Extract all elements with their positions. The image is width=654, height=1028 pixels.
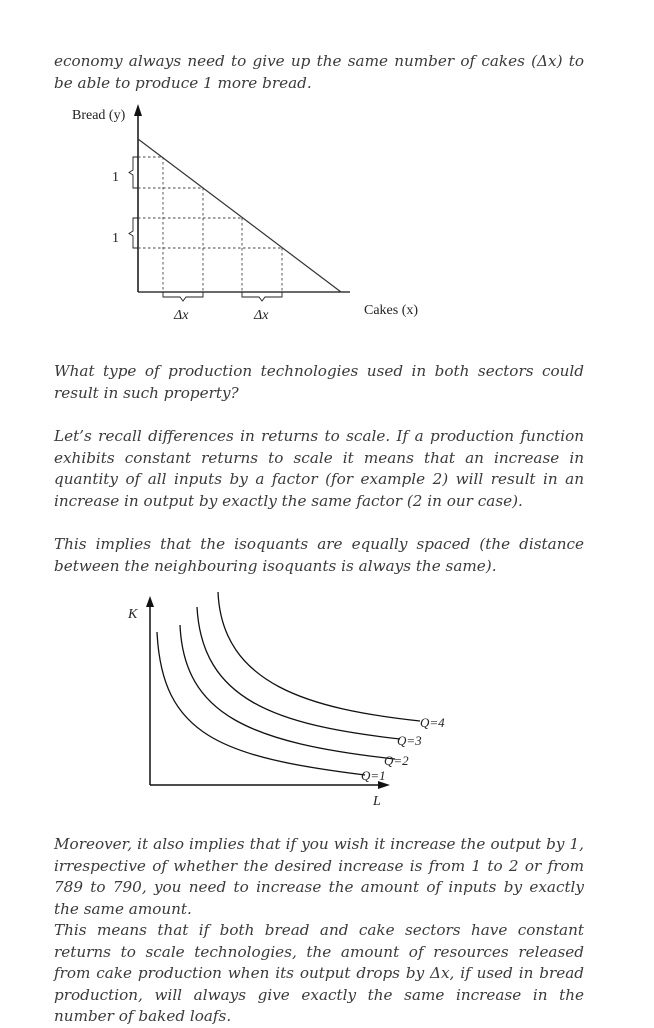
- isoquant-q1: [157, 632, 365, 775]
- bracket-upper: [129, 157, 138, 188]
- bracket-lower: [129, 218, 138, 248]
- paragraph-6: This means that if both bread and cake sectors have constant returns to scale technologies, the amount of resources released from cake production when its output drops by Δx, if used in bread production, will always give exactly the same increase in the number of baked loafs.: [54, 921, 584, 1025]
- paragraph-4: This implies that the isoquants are equally spaced (the distance between the neighbouring isoquants is always the same).: [54, 535, 584, 575]
- paragraph-2: What type of production technologies used in both sectors could result in such property?: [54, 362, 584, 402]
- delta-bracket-right: [242, 292, 282, 301]
- isoquant-label-q4: Q=4: [420, 715, 445, 730]
- paragraph-1: economy always need to give up the same number of cakes (Δx) to be able to produce 1 more bread.: [54, 52, 584, 92]
- k-axis-label: K: [128, 607, 138, 622]
- isoquant-label-q1: Q=1: [361, 768, 386, 783]
- dashed-grid: [138, 157, 282, 292]
- paragraph-5: Moreover, it also implies that if you wish it increase the output by 1, irrespective of whether the desired increase is from 1 to 2 or from 789 to 790, you need to increase the amount of inputs by exactly the same amount.: [54, 835, 584, 918]
- ppf-figure: [60, 100, 460, 335]
- isoquant-chart: [110, 585, 470, 815]
- y-axis-arrow: [134, 104, 142, 116]
- x-axis-label: Cakes (x): [364, 303, 419, 318]
- isoquant-q2: [180, 625, 395, 759]
- frontier-line: [138, 139, 341, 292]
- isoquant-q3: [197, 607, 400, 739]
- l-axis-label: L: [373, 794, 381, 809]
- paragraph-3: Let’s recall differences in returns to scale. If a production function exhibits constant returns to scale it means that an increase in quantity of all inputs by a factor (for example 2) will result in an increase in output by exactly the same factor (2 in our case).: [54, 427, 584, 510]
- isoquant-label-q3: Q=3: [397, 733, 422, 748]
- k-axis-arrow: [146, 596, 154, 607]
- bracket-label-lower: 1: [112, 231, 119, 246]
- delta-bracket-left: [163, 292, 203, 301]
- isoquant-figure: [110, 585, 470, 815]
- delta-x-label-left: Δx: [174, 308, 189, 323]
- delta-x-label-right: Δx: [254, 308, 269, 323]
- y-axis-label: Bread (y): [72, 108, 126, 123]
- isoquant-q4: [218, 592, 420, 721]
- isoquant-label-q2: Q=2: [384, 753, 409, 768]
- bracket-label-upper: 1: [112, 170, 119, 185]
- ppf-chart: [60, 100, 460, 335]
